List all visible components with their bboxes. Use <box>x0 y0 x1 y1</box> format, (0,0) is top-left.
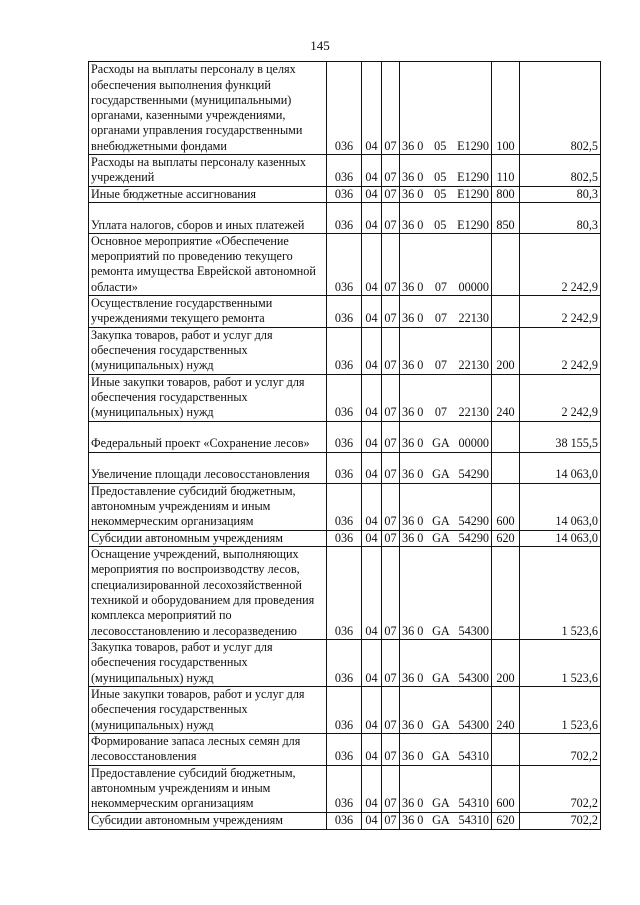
subsection-code: 07 <box>382 483 400 530</box>
ministry-code: 036 <box>327 155 362 187</box>
target-article-code <box>400 421 492 452</box>
table-row <box>89 296 601 328</box>
table-row <box>89 233 601 295</box>
ministry-code: 036 <box>327 233 362 295</box>
target-article-program: 36 0 <box>402 670 424 685</box>
expense-name-cell <box>89 202 327 233</box>
target-article-sub: 07 <box>434 311 448 326</box>
expense-name: Увеличение площади лесовосстановления <box>91 467 310 482</box>
ministry-code: 036 <box>327 639 362 686</box>
target-article-parts <box>402 624 489 639</box>
expense-type-code: 620 <box>492 812 520 829</box>
target-article-sub: GA <box>432 813 450 828</box>
target-article-program: 36 0 <box>402 358 424 373</box>
target-article-parts <box>402 311 489 326</box>
subsection-code: 07 <box>382 812 400 829</box>
subsection-code: 07 <box>382 733 400 765</box>
target-article-sub: 05 <box>434 217 447 232</box>
target-article-parts <box>402 436 489 451</box>
expense-type-code: 620 <box>492 530 520 546</box>
section-code: 04 <box>362 233 382 295</box>
target-article-sub: GA <box>432 436 450 451</box>
expense-type-code: 110 <box>492 155 520 187</box>
target-article-code <box>400 233 492 295</box>
amount-cell: 1 523,6 <box>520 686 601 733</box>
target-article-sub: GA <box>432 749 450 764</box>
subsection-code: 07 <box>382 546 400 639</box>
expense-name-cell <box>89 686 327 733</box>
section-code: 04 <box>362 421 382 452</box>
subsection-code: 07 <box>382 374 400 421</box>
expense-name: Федеральный проект «Сохранение лесов» <box>91 436 310 451</box>
expense-name: Субсидии автономным учреждениям <box>91 530 283 545</box>
target-article-direction: 54310 <box>458 749 489 764</box>
target-article-parts <box>402 187 489 202</box>
amount-cell: 802,5 <box>520 155 601 187</box>
expense-name: Предоставление субсидий бюджетным, автономным учреждениям и иным некоммерческим организациям <box>91 483 296 529</box>
target-article-code <box>400 812 492 829</box>
expense-type-code: 200 <box>492 327 520 374</box>
amount-cell: 702,2 <box>520 812 601 829</box>
amount-cell: 80,3 <box>520 186 601 202</box>
target-article-program: 36 0 <box>402 749 424 764</box>
target-article-code <box>400 452 492 483</box>
target-article-parts <box>402 531 489 546</box>
subsection-code: 07 <box>382 186 400 202</box>
target-article-sub: GA <box>432 717 450 732</box>
ministry-code: 036 <box>327 62 362 155</box>
table-row <box>89 374 601 421</box>
target-article-parts <box>402 813 489 828</box>
subsection-code: 07 <box>382 686 400 733</box>
budget-table <box>88 61 601 830</box>
section-code: 04 <box>362 686 382 733</box>
target-article-program: 36 0 <box>402 796 424 811</box>
amount-cell: 702,2 <box>520 733 601 765</box>
target-article-code <box>400 530 492 546</box>
subsection-code: 07 <box>382 202 400 233</box>
ministry-code: 036 <box>327 530 362 546</box>
target-article-parts <box>402 718 489 733</box>
expense-type-code: 200 <box>492 639 520 686</box>
target-article-parts <box>402 358 489 373</box>
section-code: 04 <box>362 639 382 686</box>
target-article-code <box>400 546 492 639</box>
section-code: 04 <box>362 546 382 639</box>
target-article-sub: 05 <box>434 170 447 185</box>
target-article-sub: 07 <box>434 405 448 420</box>
target-article-code <box>400 62 492 155</box>
target-article-direction: 54300 <box>458 717 489 732</box>
target-article-program: 36 0 <box>402 514 424 529</box>
table-row <box>89 202 601 233</box>
target-article-direction: 54300 <box>458 623 489 638</box>
target-article-code <box>400 483 492 530</box>
target-article-direction: 00000 <box>458 279 489 294</box>
subsection-code: 07 <box>382 155 400 187</box>
amount-cell: 38 155,5 <box>520 421 601 452</box>
ministry-code: 036 <box>327 374 362 421</box>
expense-type-code: 240 <box>492 686 520 733</box>
section-code: 04 <box>362 530 382 546</box>
expense-name: Основное мероприятие «Обеспечение мероприятий по проведению текущего ремонта имущества Еврейской автономной области» <box>91 233 316 294</box>
ministry-code: 036 <box>327 733 362 765</box>
target-article-sub: GA <box>432 796 450 811</box>
expense-name: Закупка товаров, работ и услуг для обеспечения государственных (муниципальных) нужд <box>91 327 273 373</box>
target-article-code <box>400 765 492 812</box>
subsection-code: 07 <box>382 452 400 483</box>
subsection-code: 07 <box>382 530 400 546</box>
ministry-code: 036 <box>327 686 362 733</box>
target-article-code <box>400 639 492 686</box>
target-article-direction: 54290 <box>458 467 489 482</box>
section-code: 04 <box>362 374 382 421</box>
section-code: 04 <box>362 452 382 483</box>
expense-name-cell <box>89 296 327 328</box>
target-article-direction: Е1290 <box>457 138 489 153</box>
expense-name-cell <box>89 62 327 155</box>
target-article-program: 36 0 <box>402 623 424 638</box>
expense-type-code <box>492 421 520 452</box>
target-article-code <box>400 374 492 421</box>
target-article-direction: Е1290 <box>457 186 489 201</box>
target-article-program: 36 0 <box>402 717 424 732</box>
target-article-sub: 05 <box>434 186 447 201</box>
table-row <box>89 483 601 530</box>
ministry-code: 036 <box>327 483 362 530</box>
section-code: 04 <box>362 296 382 328</box>
target-article-parts <box>402 280 489 295</box>
target-article-direction: 54290 <box>458 530 489 545</box>
subsection-code: 07 <box>382 327 400 374</box>
ministry-code: 036 <box>327 202 362 233</box>
target-article-parts <box>402 749 489 764</box>
expense-type-code: 600 <box>492 483 520 530</box>
target-article-parts <box>402 514 489 529</box>
expense-name-cell <box>89 327 327 374</box>
table-row <box>89 765 601 812</box>
expense-name: Предоставление субсидий бюджетным, автономным учреждениям и иным некоммерческим организациям <box>91 765 296 811</box>
table-row <box>89 733 601 765</box>
table-row <box>89 155 601 187</box>
target-article-direction: 54290 <box>458 514 489 529</box>
subsection-code: 07 <box>382 639 400 686</box>
target-article-program: 36 0 <box>402 530 424 545</box>
table-row <box>89 327 601 374</box>
target-article-program: 36 0 <box>402 436 424 451</box>
section-code: 04 <box>362 202 382 233</box>
target-article-program: 36 0 <box>402 279 424 294</box>
expense-name: Осуществление государственными учреждениями текущего ремонта <box>91 296 273 326</box>
expense-type-code <box>492 546 520 639</box>
target-article-sub: GA <box>432 467 450 482</box>
target-article-sub: GA <box>432 530 450 545</box>
amount-cell: 2 242,9 <box>520 296 601 328</box>
section-code: 04 <box>362 186 382 202</box>
table-row <box>89 639 601 686</box>
table-row <box>89 62 601 155</box>
expense-name-cell <box>89 530 327 546</box>
target-article-code <box>400 296 492 328</box>
expense-name-cell <box>89 374 327 421</box>
target-article-direction: Е1290 <box>457 170 489 185</box>
target-article-parts <box>402 405 489 420</box>
target-article-program: 36 0 <box>402 170 424 185</box>
subsection-code: 07 <box>382 765 400 812</box>
expense-name: Оснащение учреждений, выполняющих мероприятия по воспроизводству лесов, специализированной лесохозяйственной техникой и оборудованием для проведения комплекса мероприятий по лесовосстановлению и лесоразведению <box>91 547 315 638</box>
target-article-code <box>400 686 492 733</box>
target-article-direction: 00000 <box>458 436 489 451</box>
target-article-sub: 07 <box>434 358 448 373</box>
table-row <box>89 421 601 452</box>
ministry-code: 036 <box>327 186 362 202</box>
amount-cell: 14 063,0 <box>520 483 601 530</box>
target-article-program: 36 0 <box>402 138 424 153</box>
section-code: 04 <box>362 483 382 530</box>
ministry-code: 036 <box>327 765 362 812</box>
table-row <box>89 452 601 483</box>
table-row <box>89 186 601 202</box>
expense-name-cell <box>89 546 327 639</box>
expense-type-code: 800 <box>492 186 520 202</box>
expense-name: Иные закупки товаров, работ и услуг для обеспечения государственных (муниципальных) нужд <box>91 687 305 732</box>
subsection-code: 07 <box>382 421 400 452</box>
expense-name: Иные бюджетные ассигнования <box>91 186 257 201</box>
expense-name: Расходы на выплаты персоналу казенных учреждений <box>91 155 306 185</box>
section-code: 04 <box>362 733 382 765</box>
ministry-code: 036 <box>327 327 362 374</box>
expense-name-cell <box>89 452 327 483</box>
expense-type-code <box>492 296 520 328</box>
expense-name-cell <box>89 155 327 187</box>
target-article-code <box>400 733 492 765</box>
section-code: 04 <box>362 812 382 829</box>
expense-type-code: 100 <box>492 62 520 155</box>
expense-name: Расходы на выплаты персоналу в целях обеспечения выполнения функций государственными (муниципальными) органами, казенными учреждениями, органами управления государственными внебюджетными фондами <box>91 62 303 153</box>
target-article-parts <box>402 671 489 686</box>
expense-name-cell <box>89 639 327 686</box>
table-row <box>89 530 601 546</box>
amount-cell: 1 523,6 <box>520 639 601 686</box>
section-code: 04 <box>362 155 382 187</box>
expense-type-code: 600 <box>492 765 520 812</box>
target-article-code <box>400 155 492 187</box>
expense-name-cell <box>89 812 327 829</box>
section-code: 04 <box>362 765 382 812</box>
amount-cell: 2 242,9 <box>520 374 601 421</box>
ministry-code: 036 <box>327 452 362 483</box>
target-article-program: 36 0 <box>402 813 424 828</box>
table-row <box>89 686 601 733</box>
target-article-parts <box>402 796 489 811</box>
subsection-code: 07 <box>382 296 400 328</box>
table-row <box>89 812 601 829</box>
target-article-parts <box>402 170 489 185</box>
target-article-direction: 54300 <box>458 670 489 685</box>
target-article-direction: 54310 <box>458 796 489 811</box>
target-article-program: 36 0 <box>402 186 424 201</box>
target-article-parts <box>402 218 489 233</box>
target-article-program: 36 0 <box>402 217 424 232</box>
table-row <box>89 546 601 639</box>
amount-cell: 1 523,6 <box>520 546 601 639</box>
target-article-direction: Е1290 <box>457 217 489 232</box>
target-article-parts <box>402 467 489 482</box>
expense-name-cell <box>89 483 327 530</box>
amount-cell: 14 063,0 <box>520 452 601 483</box>
expense-name: Закупка товаров, работ и услуг для обеспечения государственных (муниципальных) нужд <box>91 640 273 685</box>
expense-name-cell <box>89 421 327 452</box>
expense-type-code <box>492 233 520 295</box>
target-article-parts <box>402 139 489 154</box>
expense-name-cell <box>89 765 327 812</box>
target-article-direction: 54310 <box>458 813 489 828</box>
amount-cell: 80,3 <box>520 202 601 233</box>
amount-cell: 802,5 <box>520 62 601 155</box>
amount-cell: 14 063,0 <box>520 530 601 546</box>
expense-name: Уплата налогов, сборов и иных платежей <box>91 217 305 232</box>
target-article-code <box>400 327 492 374</box>
target-article-sub: GA <box>432 514 450 529</box>
expense-type-code <box>492 452 520 483</box>
ministry-code: 036 <box>327 546 362 639</box>
ministry-code: 036 <box>327 296 362 328</box>
target-article-direction: 22130 <box>458 405 489 420</box>
target-article-sub: GA <box>432 623 450 638</box>
target-article-program: 36 0 <box>402 467 424 482</box>
target-article-sub: 05 <box>434 138 447 153</box>
section-code: 04 <box>362 327 382 374</box>
amount-cell: 702,2 <box>520 765 601 812</box>
page-number: 145 <box>310 38 330 53</box>
expense-type-code: 850 <box>492 202 520 233</box>
expense-type-code <box>492 733 520 765</box>
target-article-code <box>400 186 492 202</box>
expense-name: Субсидии автономным учреждениям <box>91 813 283 828</box>
expense-name-cell <box>89 186 327 202</box>
target-article-program: 36 0 <box>402 311 424 326</box>
ministry-code: 036 <box>327 421 362 452</box>
amount-cell: 2 242,9 <box>520 233 601 295</box>
subsection-code: 07 <box>382 62 400 155</box>
target-article-sub: 07 <box>434 279 448 294</box>
target-article-direction: 22130 <box>458 311 489 326</box>
target-article-sub: GA <box>432 670 450 685</box>
target-article-direction: 22130 <box>458 358 489 373</box>
target-article-program: 36 0 <box>402 405 424 420</box>
section-code: 04 <box>362 62 382 155</box>
expense-type-code: 240 <box>492 374 520 421</box>
target-article-code <box>400 202 492 233</box>
expense-name-cell <box>89 233 327 295</box>
subsection-code: 07 <box>382 233 400 295</box>
expense-name-cell <box>89 733 327 765</box>
ministry-code: 036 <box>327 812 362 829</box>
expense-name: Иные закупки товаров, работ и услуг для обеспечения государственных (муниципальных) нужд <box>91 374 305 420</box>
amount-cell: 2 242,9 <box>520 327 601 374</box>
expense-name: Формирование запаса лесных семян для лесовосстановления <box>91 733 301 764</box>
budget-table-body <box>89 62 601 830</box>
